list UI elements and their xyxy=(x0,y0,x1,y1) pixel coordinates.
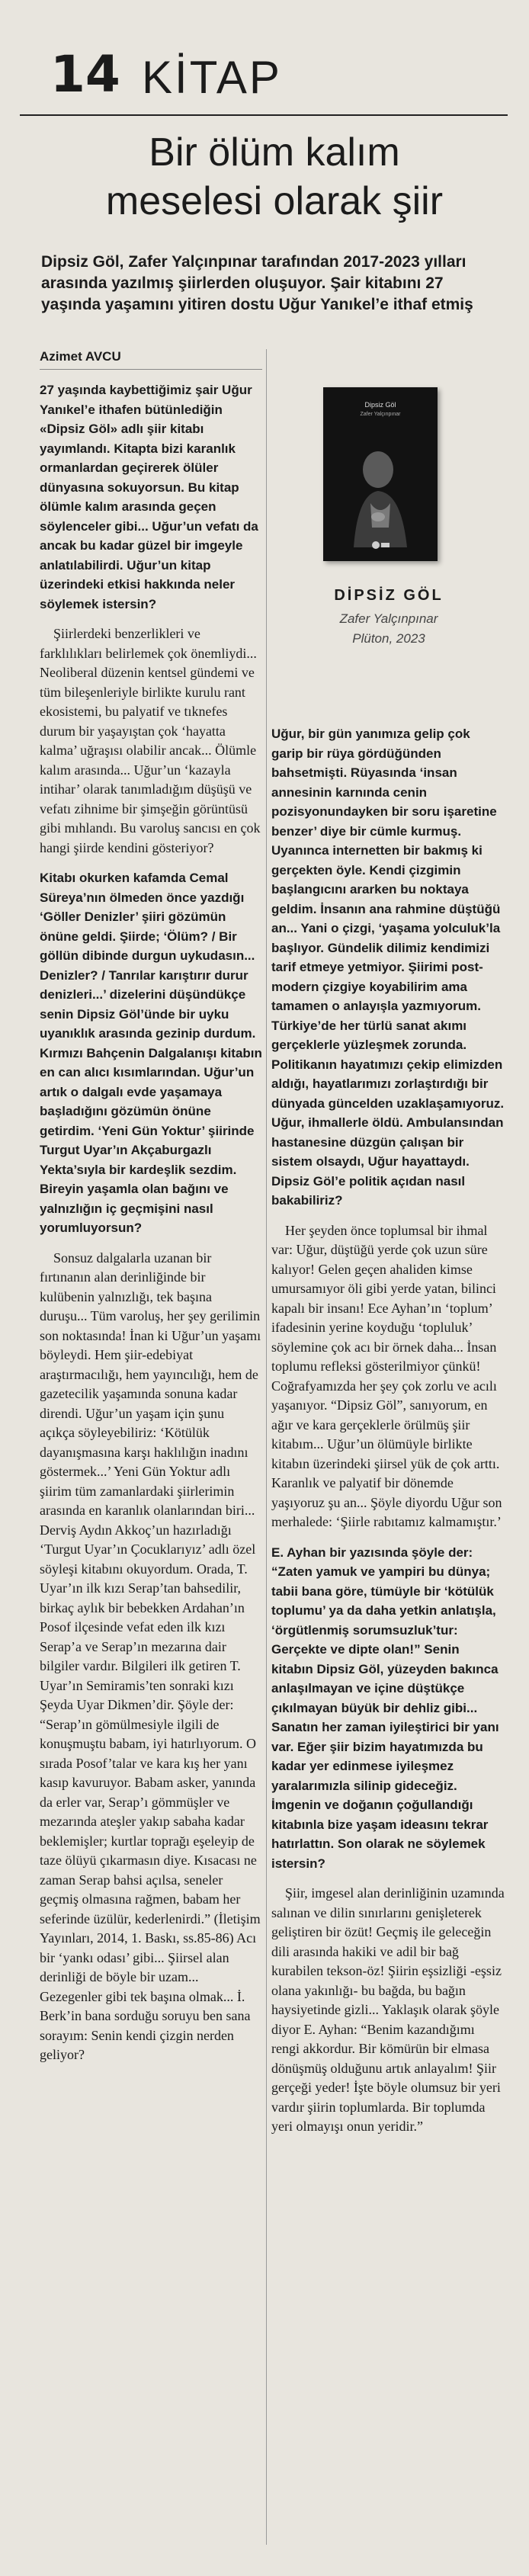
cover-author: Zafer Yalçınpınar xyxy=(360,412,401,417)
answer-paragraph: Her şeyden önce toplumsal bir ihmal var: Uğur, düştüğü yerde çok uzun süre kalıyor! Gelen geçen ahaliden kimse umursamıyor öli gibi yerde yatan, bilinci kapalı bir insanı! Ece Ayhan’ın ‘toplum’ ifadesinin yerine koyduğu ‘topluluk’ söylemine çok acı bir örnek daha... İnsan toplumu refleksi gösterilmiyor çünkü! Coğrafyamızda her şey çok zorlu ve acılı yaşanıyor. “Dipsiz Göl”, sanıyorum, en ağır ve kara gerçeklerle örülmüş şiir kitabım... Uğur’un ölümüyle birlikte kitabın üzerindeki şiirsel yük de çok arttı. Karanlık ve palyatif bir dönemde yaşıyoruz şu an... Şöyle diyordu Uğur son merhalede: ‘Şiirle rabıtamız kalmamıştır.’ xyxy=(271,1222,502,1529)
question-paragraph: Kitabı okurken kafamda Cemal Süreya’nın ölmeden önce yazdığı ‘Göller Denizler’ şiiri gözümün önüne geldi. Şiirde; ‘Ölüm? / Bir göllün dibinde durgun uykudasın... Denizler? / Tanrılar karıştırır durur denizleri...’ dizelerini düşündükçe senin Dipsiz Göl’ünde bir uyku uyanıklık arasında gezinip durdum. Kırmızı Bahçenin Dalgalanışı kitabın en can alıcı kısımlarından. Uğur’un artık o dalgalı evde yaşamaya başladığını gözümün önüne getirdim. ‘Yeni Gün Yoktur’ şiirinde Turgut Uyar’ın Akçaburgazlı Yekta’sıyla bir kardeşlik sezdim. Bireyin yaşamla olan bağını ve yalnızlığın iç geçmişini nasıl yorumluyorsun? xyxy=(40,871,262,1235)
right-column xyxy=(271,724,505,2148)
book-author: Zafer Yalçınpınar xyxy=(339,611,438,626)
question-paragraph: Uğur, bir gün yanımıza gelip çok garip bir rüya gördüğünden bahsetmişti. Rüyasında ‘insan annesinin karnında cenin pozisyonundayken bir soru işaretine benzer’ diye bir cümle kurmuş. Uyanınca internetten bir bakmış ki gerçekten öyle. Kendi çizgimin başlangıcını ararken bu noktaya geldim. İnsanın ana rahmine düştüğü an... Yani o çizgi, ‘yaşama yolculuk’la başlıyor. Gündelik dilimiz kendimizi tarif etmeye yetmiyor. Şiirimi post-modern çizgiye koyabilirim ama tamamen o anlayışla yazmıyorum. Türkiye’de her türlü sanat akımı gerçeklerle yüzleşmek zorunda. Politikanın hayatımızı çekip elimizden aldığı, hayatlarımızı zorlaştırdığı bir dünyada güncelden uzaklaşamıyoruz. Uğur, ihmallerle öldü. Ambulansından hastanesine düzgün çalışan bir sistem olsaydı, Uğur hayattaydı. Dipsiz Göl’e politik açıdan nasıl bakabiliriz? xyxy=(271,727,505,1208)
cover-title: Dipsiz Göl xyxy=(364,401,396,409)
answer-paragraph: Şiirlerdeki benzerlikleri ve farklılıkları belirlemek çok önemliydi... Neoliberal düzenin kentsel gündemi ve tüm bileşenleriyle birlikte kurulu rant ekosistemi, bu palyatif ve tıknefes durum bir yaşayıştan çok ‘hayatta kalma’ uğraşısı olabilir ancak... Ölümle kalım arasında... Uğur’un ‘kazayla intihar’ olarak tanımladığım düşüşü ve vefatı zihnime bir şimşeğin görüntüsü gibi mıhlandı. Bu varoluş sancısı en çok hangi şiirde kendini gösteriyor? xyxy=(40,626,261,855)
column-divider xyxy=(266,349,267,2545)
page-header xyxy=(20,46,508,104)
book-publisher: Plüton, 2023 xyxy=(352,631,425,646)
headline-line-1: Bir ölüm kalım xyxy=(149,130,400,175)
book-cover-image xyxy=(323,387,438,561)
header-divider xyxy=(20,114,508,116)
answer-paragraph: Sonsuz dalgalarla uzanan bir fırtınanın alan derinliğinde bir kulübenin yalnızlığı, tek başına duruşu... Tüm varoluş, her şey gerilimin son noktasında! İnan ki Uğur’un yaşamı böyleydi. Hem şiir-edebiyat araştırmacılığı, hem yayıncılığı, hem de gazetecilik yaşamında sonuna kadar direndi. Uğur’un yaşam için şunu açıkça söyleyebiliriz: ‘Kötülük dayanışmasına karşı haklılığın inadını göstermek...’ Yeni Gün Yoktur adlı şiirim tüm zamanlardaki şiirlerimin arasında en karanlık olanlarından biri... Derviş Aydın Akkoç’un hazırladığı ‘Turgut Uyar’ın Çocuklarıyız’ adlı özel söyleşi kitabını okuyordum. Orada, T. Uyar’ın ilk kızı Serap’tan bahsedilir, birkaç aylık bir bebekken Ardahan’ın Posof ilçesinde vefat eden ilk kızı Serap’a ve Serap’ın mezarına dair bilgiler vardır. Bilgileri ilk getiren T. Uyar’ın Semiramis’ten sonraki kızı Şeyda Uyar Dikmen’dir. Şöyle der: “Serap’ın gömülmesiyle ilgili de konuşmuştu babam, iyi hatırlıyorum. O sırada Posof’talar ve kara kış her yanı kasıp kavuruyor. Babam asker, yanında da erler var, Serap’ı gömmüşler ve mezarında ateşler yakıp sabaha kadar beklemişler; kurtlar toprağı eşeleyip de taze ölüyü çıkarmasın diye. Kısacası ne zaman Serap bahsi açılsa, seneler geçmiş olmasına rağmen, babam her seferinde üzülür, kederlenirdi.” (İletişim Yayınları, 2014, 1. Baskı, ss.85-86) Acı bir ‘yankı odası’ gibi... Şiirsel alan derinliği de böyle bir uzam... Gezegenler gibi tek başına olmak... İ. Berk’in bana sorduğu soruyu ben sana sorayım: Senin kendi çizgin nerden geliyor? xyxy=(40,1250,261,2062)
author-byline: Azimet AVCU xyxy=(40,349,121,364)
left-column xyxy=(40,349,262,2076)
article-deck: Dipsiz Göl, Zafer Yalçınpınar tarafından 2017-2023 yılları arasında yazılmış şiirlerden oluşuyor. Şair kitabını 27 yaşında yaşamını yitiren dostu Uğur Yanıkel’e ithaf etmiş xyxy=(41,253,473,313)
page-number: 14 xyxy=(50,45,120,104)
headline xyxy=(46,128,503,226)
publisher-logo-icon xyxy=(370,540,390,550)
question-paragraph: 27 yaşında kaybettiğimiz şair Uğur Yanıkel’e ithafen bütünlediğin «Dipsiz Göl» adlı şiir kitabı yayımlandı. Kitapta bizi karanlık ormanlardan geçirerek ölüler dünyasına sokuyorsun. Bu kitap ölümle kalım arasında geçen söylenceler gibi... Uğur’un vefatı da ancak bu kadar güzel bir imgeyle anlatılabilirdi. Uğur’un kitap üzerindeki etkisi hakkında neler söylemek istersin? xyxy=(40,383,258,611)
question-paragraph: E. Ayhan bir yazısında şöyle der: “Zaten yamuk ve yampiri bu dünya; tabii bana göre, tümüyle bir ‘kötülük toplumu’ ya da daha yetkin anlatışla, ‘örgütlenmiş sorumsuzluk’tur: Gerçekte ve dipte olan!” Senin kitabın Dipsiz Göl, yüzeyden bakınca anlaşılmayan ve içine düştükçe çıkılmayan büyük bir dehliz gibi... Sanatın her zaman iyileştirici bir yanı var. Eğer şiir bizim hayatımızda bu kadar yer edinmese iyileşmez yaralarımızla silinip gideceğiz. İmgenin ve doğanın çoğullandığı kitabınla bize yaşam ideasını tekrar hatırlattın. Son olarak ne söylemek istersin? xyxy=(271,1545,499,1871)
byline-divider xyxy=(40,369,262,370)
book-info-box xyxy=(273,349,505,707)
answer-paragraph: Şiir, imgesel alan derinliğinin uzamında salınan ve dilin sınırlarını genişleterek geliştiren bir özüt! Geçmiş ile geleceğin dili arasında hakiki ve adil bir bağ kurabilen tekson-öz! Şiirin eşsizliği -eşsiz olana yakınlığı- bu bağda, bu bağın haysiyetinde gizli... Yaklaşık olarak şöyle diyor E. Ayhan: “Benim kazandığımı rengi akkordur. Bir kömürün bir elmasa dönüşmüş olduğunu artık anlayalım! Şiir gerçeği yeder! İşte böyle olumsuz bir yeri vardır şiirin toplumlarda. Bir toplumda yeri olmayışı onun yeridir.” xyxy=(271,1885,505,2134)
book-title: DİPSİZ GÖL xyxy=(334,587,444,604)
headline-line-2: meselesi olarak şiir xyxy=(105,179,444,223)
section-title: KİTAP xyxy=(142,52,282,103)
cover-figure-illustration xyxy=(323,433,438,547)
